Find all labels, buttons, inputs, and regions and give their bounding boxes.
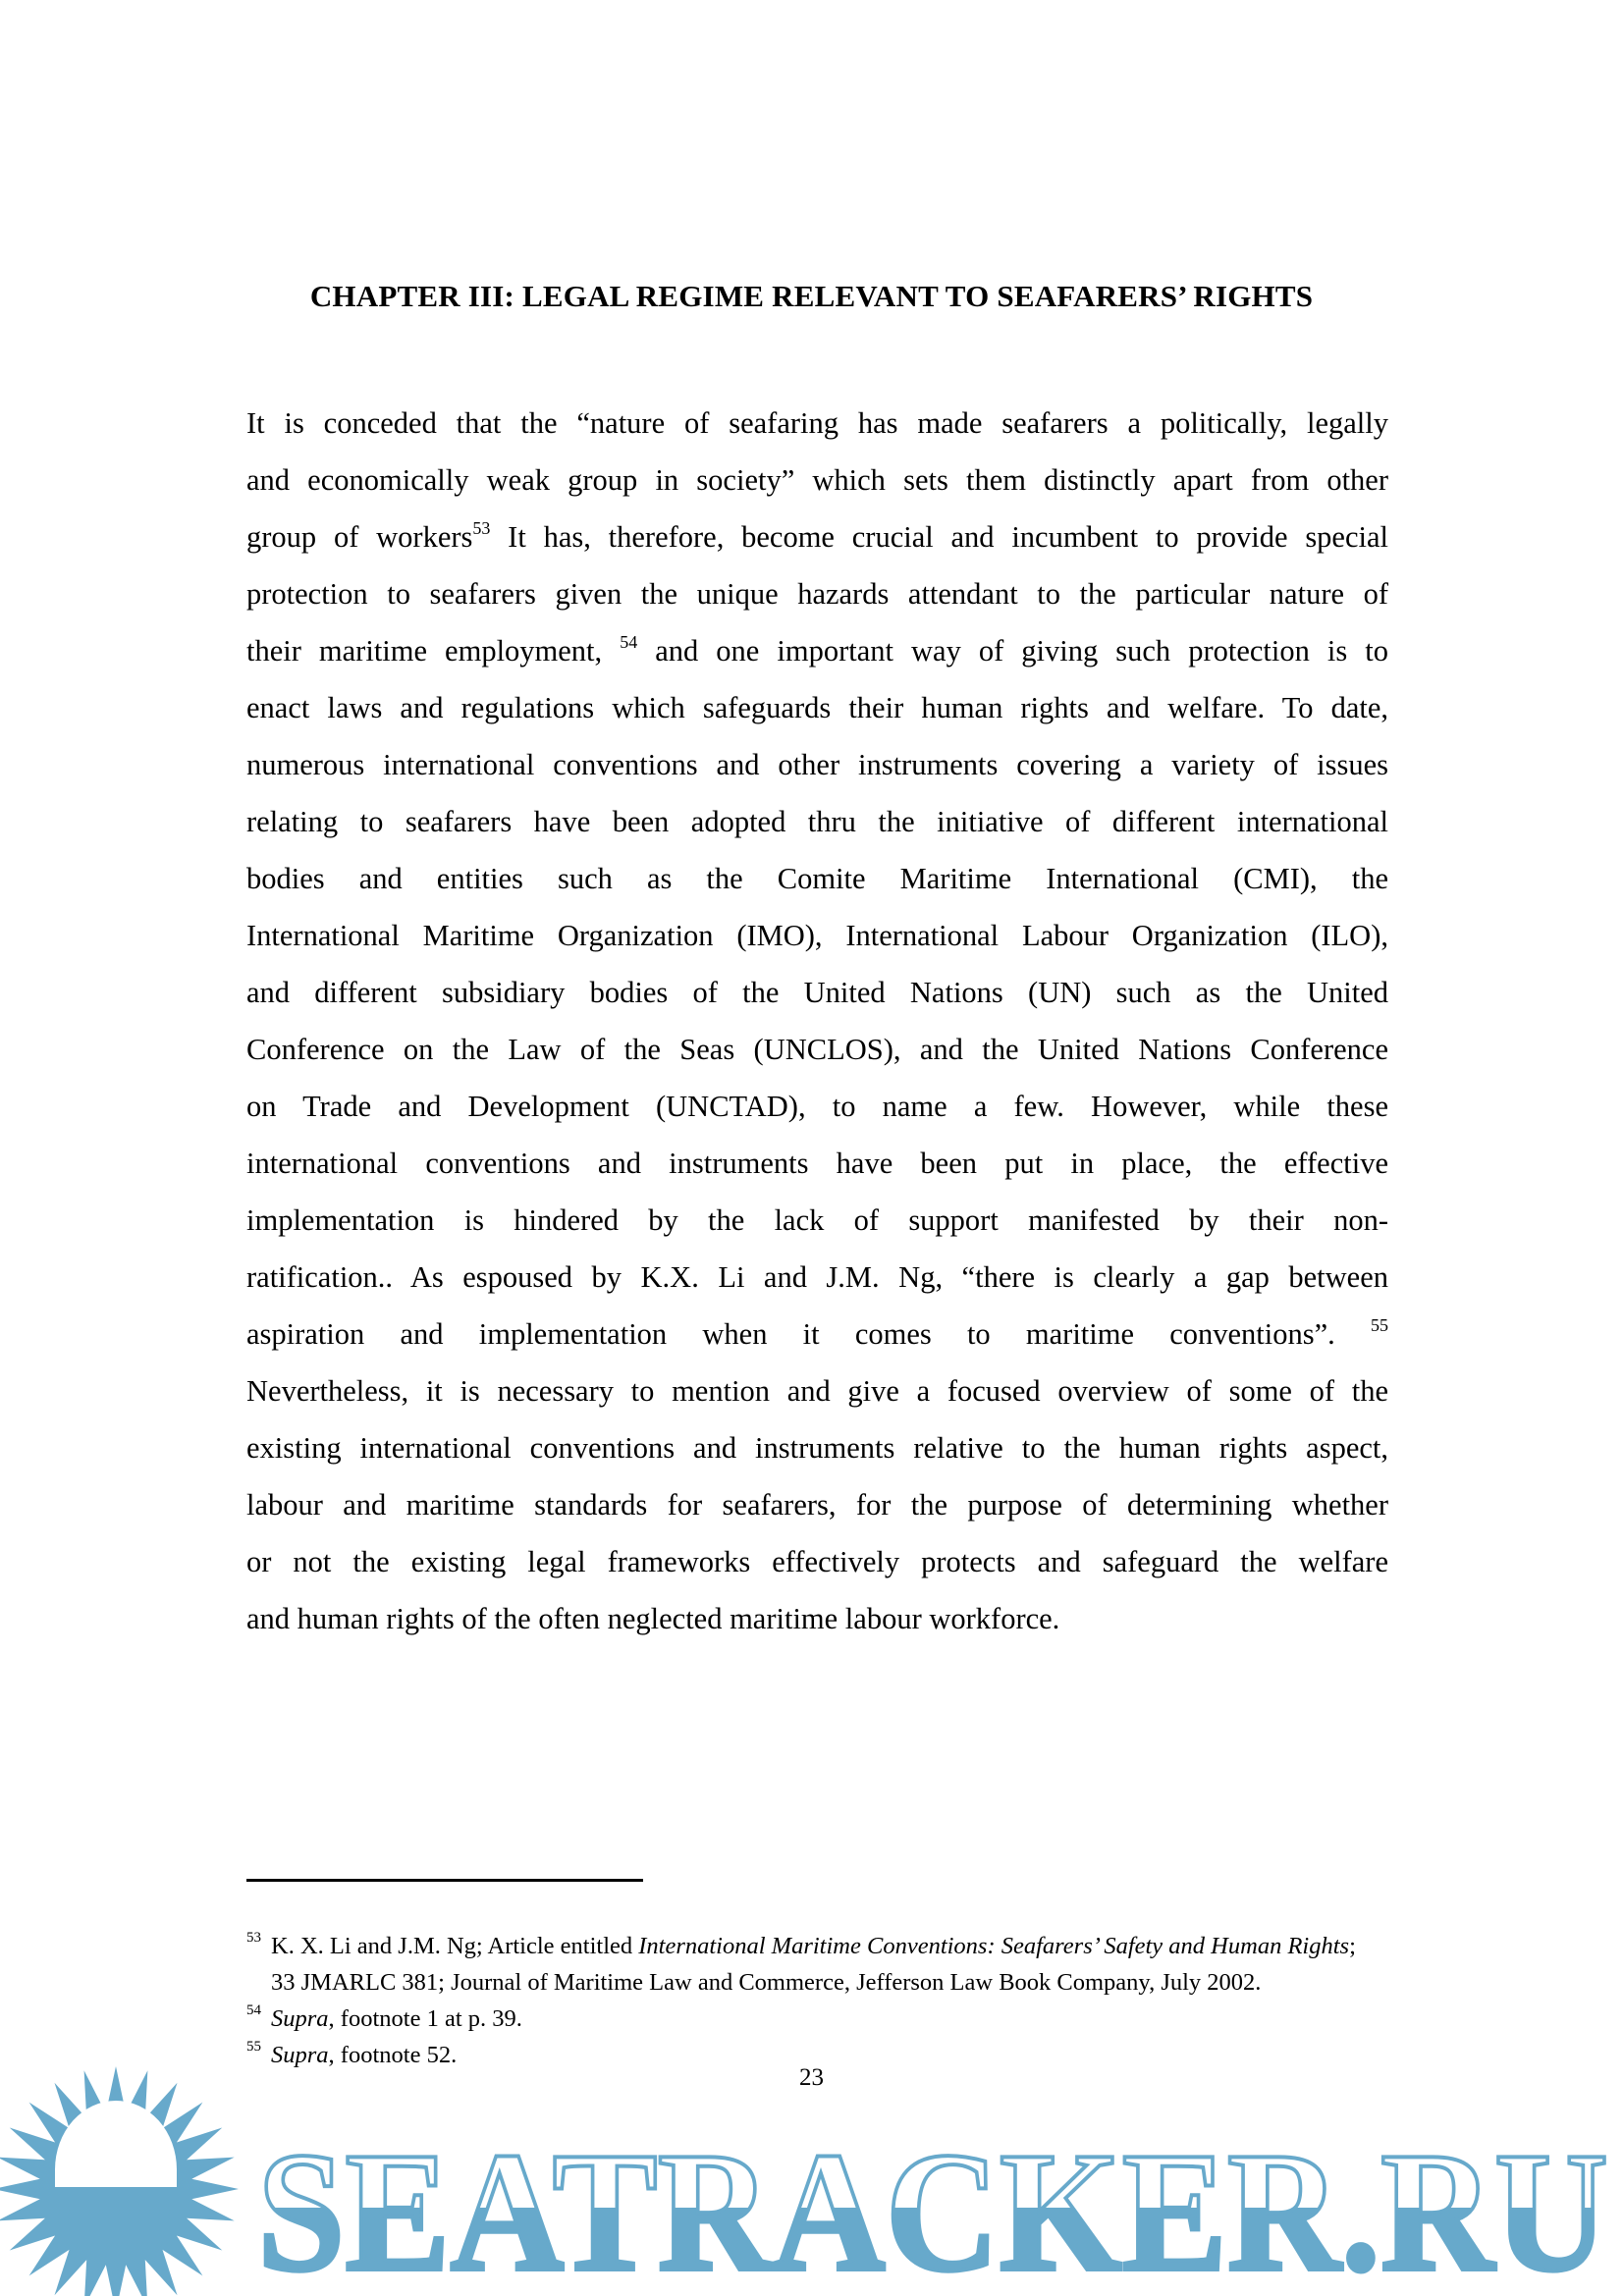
footnote-article-title: International Maritime Conventions: Seafarers’ Safety and Human Rights (638, 1933, 1350, 1959)
footnote-supra: Supra (271, 2005, 329, 2032)
body-text-segment: group of workers (246, 520, 473, 554)
page-number: 23 (799, 2064, 824, 2091)
footnote-ref-55[interactable]: 55 (1371, 1315, 1388, 1335)
footnote-text: , footnote 1 at p. 39. (328, 2005, 522, 2032)
chapter-title: CHAPTER III: LEGAL REGIME RELEVANT TO SEAFARERS’ RIGHTS (309, 279, 1314, 313)
body-line: and economically weak group in society” which sets them distinctly apart from other (246, 463, 1388, 497)
body-line: international conventions and instruments have been put in place, the effective (246, 1147, 1388, 1180)
footnote-55: 55 Supra, footnote 52. (246, 2039, 458, 2068)
footnote-text: , footnote 52. (328, 2042, 458, 2068)
body-text-segment: their maritime employment, (246, 634, 621, 667)
body-line: numerous international conventions and other instruments covering a variety of issues (246, 748, 1388, 781)
body-line (246, 622, 1388, 679)
body-line: relating to seafarers have been adopted thru the initiative of different international (246, 805, 1388, 838)
body-text-segment: and one important way of giving such protection is to (637, 634, 1388, 667)
footnotes (246, 1928, 1376, 2073)
body-line: labour and maritime standards for seafarers, for the purpose of determining whether (246, 1488, 1388, 1522)
body-line (246, 508, 1388, 565)
body-line: on Trade and Development (UNCTAD), to name a few. However, while these (246, 1090, 1388, 1123)
footnote-separator (246, 1879, 643, 1882)
body-line: It is conceded that the “nature of seafaring has made seafarers a politically, legally (246, 406, 1388, 440)
body-line (246, 1306, 1388, 1362)
body-line: and different subsidiary bodies of the United Nations (UN) such as the United (246, 976, 1388, 1009)
body-text-segment: It has, therefore, become crucial and incumbent to provide special (490, 520, 1388, 554)
footnote-text: ; 33 JMARLC 381; Journal of Maritime Law and Commerce, Jefferson Law Book Company, July 2002. (271, 1933, 1356, 1996)
body-text (246, 395, 1388, 1647)
footnote-54: 54 Supra, footnote 1 at p. 39. (246, 2002, 522, 2032)
body-line: or not the existing legal frameworks effectively protects and safeguard the welfare (246, 1545, 1388, 1578)
footnote-ref-53[interactable]: 53 (472, 518, 491, 538)
body-line: Conference on the Law of the Seas (UNCLOS), and the United Nations Conference (246, 1033, 1388, 1066)
body-line: International Maritime Organization (IMO), International Labour Organization (ILO), (246, 919, 1388, 952)
watermark (0, 2061, 1623, 2296)
body-text-segment: aspiration and implementation when it comes to maritime conventions”. (246, 1317, 1371, 1351)
footnote-ref-54[interactable]: 54 (620, 632, 638, 652)
watermark-text: SEATRACKER.RU (257, 2116, 1608, 2296)
footnote-supra: Supra (271, 2042, 329, 2068)
body-line: enact laws and regulations which safeguards their human rights and welfare. To date, (246, 691, 1388, 724)
sun-icon (0, 2066, 239, 2296)
body-line: bodies and entities such as the Comite Maritime International (CMI), the (246, 862, 1388, 895)
footnote-53: 53 K. X. Li and J.M. Ng; Article entitled International Maritime Conventions: Seafarers’ Safety and Human Rights; 33 JMARLC 381; Journal of Maritime Law and Commerce, Jefferson Law Book Company, July 2002. (246, 1930, 1356, 1996)
body-line: protection to seafarers given the unique hazards attendant to the particular nature of (246, 577, 1388, 611)
body-line: Nevertheless, it is necessary to mention and give a focused overview of some of the (246, 1374, 1388, 1408)
body-line: ratification.. As espoused by K.X. Li and J.M. Ng, “there is clearly a gap between (246, 1260, 1388, 1294)
footnote-text: K. X. Li and J.M. Ng; Article entitled (271, 1933, 639, 1959)
body-line: implementation is hindered by the lack of support manifested by their non- (246, 1203, 1388, 1237)
body-line: existing international conventions and instruments relative to the human rights aspect, (246, 1431, 1388, 1465)
body-line: and human rights of the often neglected maritime labour workforce. (246, 1602, 1060, 1635)
